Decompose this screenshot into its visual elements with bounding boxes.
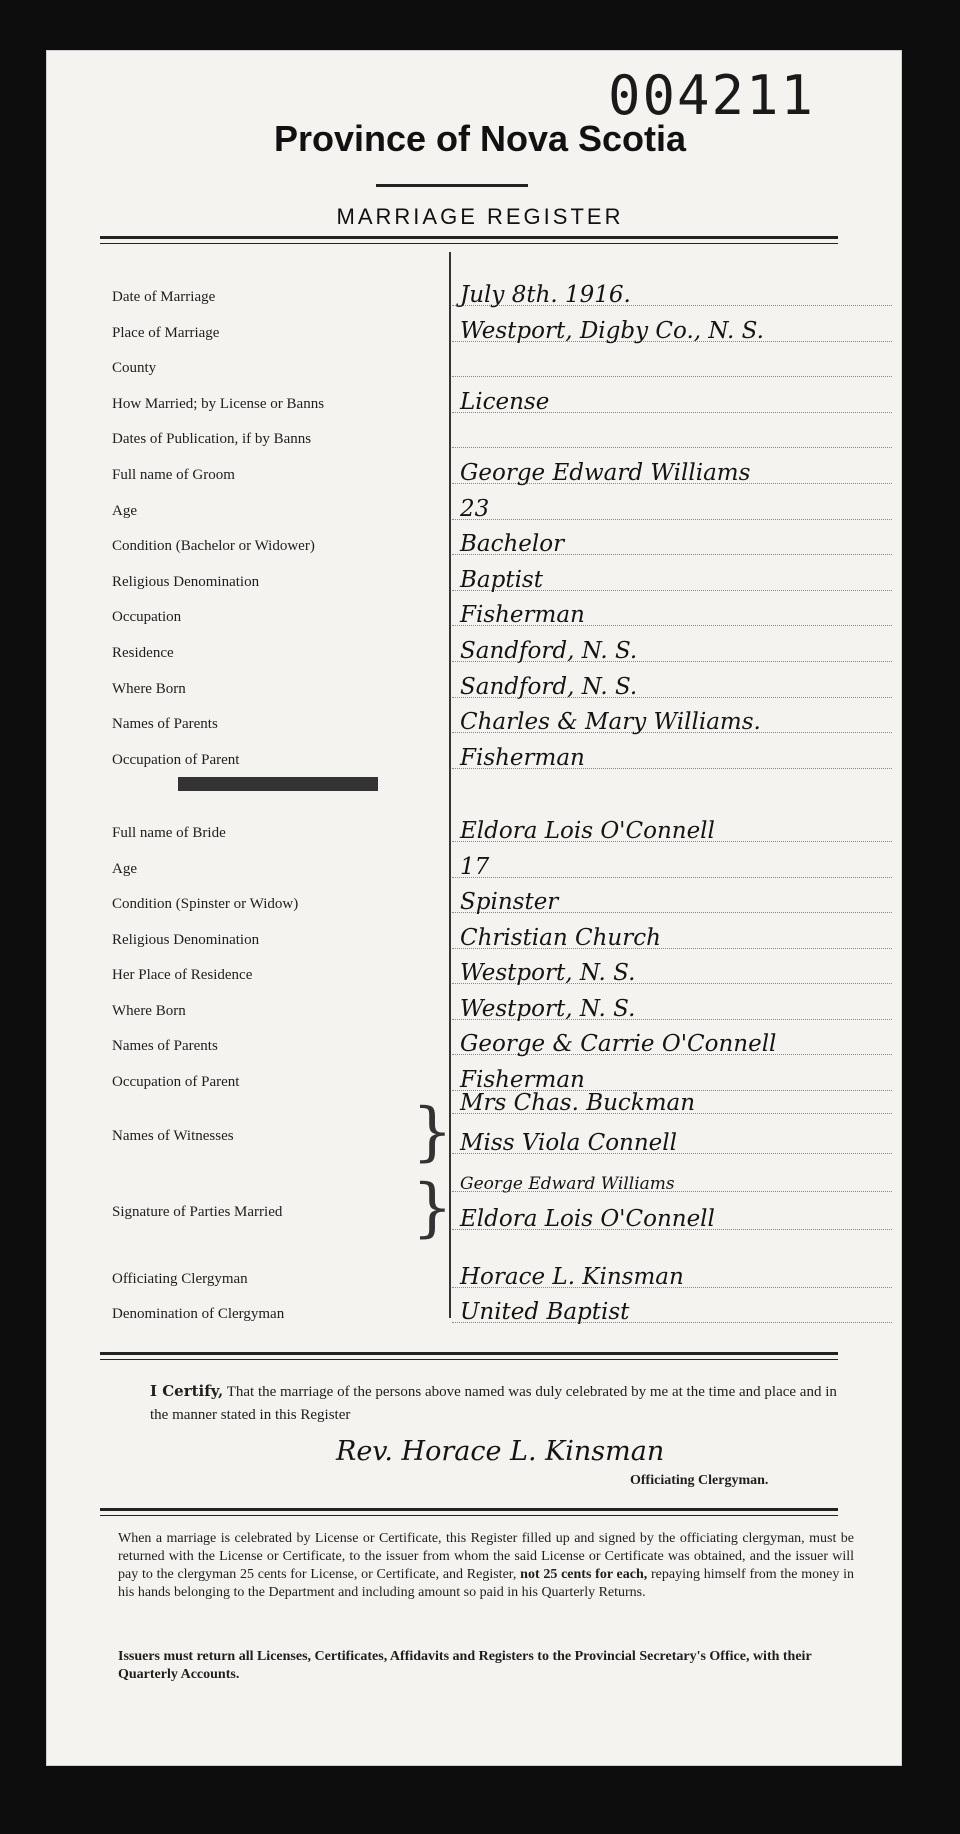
party-signature-row	[112, 1200, 892, 1234]
field-label: Date of Marriage	[112, 289, 216, 305]
field-row	[112, 668, 892, 702]
header-rule-bottom	[100, 243, 838, 244]
field-value: Westport, N. S.	[460, 995, 636, 1022]
field-row	[112, 848, 892, 882]
field-label: Names of Parents	[112, 1038, 218, 1054]
parties-signature-label: Signature of Parties Married	[112, 1204, 283, 1220]
field-label: How Married; by License or Banns	[112, 395, 325, 412]
dotted-line	[452, 447, 892, 448]
field-row	[112, 276, 892, 310]
witnesses-brace: }	[412, 1095, 453, 1169]
serial-number: 004211	[608, 64, 816, 127]
bride-signature: Eldora Lois O'Connell	[460, 1206, 715, 1232]
field-row	[112, 954, 892, 988]
field-row	[112, 490, 892, 524]
field-label: Condition (Spinster or Widow)	[112, 896, 299, 912]
field-label: Occupation of Parent	[112, 1073, 240, 1090]
dotted-line	[452, 376, 892, 377]
field-label: Officiating Clergyman	[112, 1271, 248, 1287]
field-value: 17	[460, 853, 490, 880]
field-label: Denomination of Clergyman	[112, 1306, 285, 1322]
witness-name: Miss Viola Connell	[460, 1130, 678, 1156]
signature-caption: Officiating Clergyman.	[630, 1473, 769, 1488]
field-label: Place of Marriage	[112, 324, 220, 341]
field-value: George & Carrie O'Connell	[460, 1031, 777, 1057]
field-row	[112, 596, 892, 630]
field-row	[112, 703, 892, 737]
field-row	[112, 1025, 892, 1059]
certification-text	[150, 1380, 850, 1427]
return-instructions	[118, 1530, 854, 1602]
field-value: Christian Church	[460, 924, 661, 951]
certify-body: That the marriage of the persons above named was duly celebrated by me at the time and place and in the manner stated in this Register	[150, 1384, 837, 1423]
field-value: Sandford, N. S.	[460, 638, 638, 664]
field-label: Age	[112, 860, 137, 877]
field-value: 23	[460, 495, 490, 522]
field-value: Sandford, N. S.	[460, 673, 638, 700]
document-title: Province of Nova Scotia	[273, 118, 687, 159]
field-label: Age	[112, 502, 137, 519]
field-value: Westport, Digby Co., N. S.	[460, 317, 764, 344]
field-row	[112, 919, 892, 953]
dotted-line	[452, 519, 892, 520]
field-row	[112, 454, 892, 488]
notice-bold: not 25 cents for each,	[520, 1567, 648, 1582]
notice-rule-bottom	[100, 1515, 838, 1516]
field-label: Full name of Bride	[112, 825, 226, 841]
field-value: George Edward Williams	[460, 460, 751, 486]
field-label: Where Born	[112, 1002, 186, 1019]
certify-lead: I Certify,	[150, 1382, 224, 1400]
field-label: Religious Denomination	[112, 573, 260, 590]
field-value: Charles & Mary Williams.	[460, 709, 761, 736]
field-label: Occupation	[112, 609, 182, 626]
witness-row	[112, 1124, 892, 1158]
field-value: Fisherman	[460, 602, 585, 629]
field-value: Eldora Lois O'Connell	[460, 818, 715, 844]
parties-brace: }	[412, 1171, 453, 1245]
party-signature-row	[112, 1162, 892, 1196]
notice-rule-top	[100, 1508, 838, 1511]
dotted-line	[452, 877, 892, 878]
issuers-notice: Issuers must return all Licenses, Certificates, Affidavits and Registers to the Provincial Secretary's Office, with their Quarterly Accounts.	[118, 1649, 812, 1682]
field-row	[112, 525, 892, 559]
field-label: Names of Parents	[112, 716, 218, 733]
field-label: Full name of Groom	[112, 467, 235, 483]
field-label: Condition (Bachelor or Widower)	[112, 538, 315, 555]
field-row	[112, 312, 892, 346]
field-row	[112, 883, 892, 917]
field-label: County	[112, 360, 157, 376]
field-row	[112, 561, 892, 595]
field-value: United Baptist	[460, 1299, 630, 1325]
groom-signature: George Edward Williams	[460, 1174, 675, 1194]
field-value: Horace L. Kinsman	[460, 1264, 684, 1290]
clergyman-signature: Rev. Horace L. Kinsman	[336, 1436, 665, 1467]
bride-section-bar	[178, 777, 378, 791]
field-label: Her Place of Residence	[112, 967, 253, 983]
field-value: July 8th. 1916.	[460, 282, 631, 308]
field-row	[112, 812, 892, 846]
field-value: Spinster	[460, 889, 559, 915]
notice-part2: repaying himself from the money in his hands belonging to the Department and including amount so paid in his Quarterly Returns.	[118, 1567, 855, 1600]
field-value: Westport, N. S.	[460, 960, 636, 986]
field-row	[112, 383, 892, 417]
field-value: Fisherman	[460, 744, 585, 771]
field-label: Dates of Publication, if by Banns	[112, 431, 312, 447]
field-row	[112, 347, 892, 381]
witness-name: Mrs Chas. Buckman	[460, 1090, 696, 1116]
field-label: Religious Denomination	[112, 931, 260, 948]
certify-rule-top	[100, 1352, 838, 1355]
field-value: Baptist	[460, 566, 543, 593]
witnesses-label: Names of Witnesses	[112, 1128, 234, 1144]
field-label: Occupation of Parent	[112, 751, 240, 768]
document-subtitle: MARRIAGE REGISTER	[336, 204, 624, 229]
witness-row	[112, 1084, 892, 1118]
field-value: License	[460, 388, 550, 415]
field-value: Bachelor	[460, 531, 565, 558]
field-row	[112, 1293, 892, 1327]
notice-part1: When a marriage is celebrated by License or Certificate, this Register filled up and signed by the officiating clergyman, must be returned with the License or Certificate, to the issuer from whom the said License or Certificate was obtained, and the issuer will pay to the clergyman 25 cents for License, or Certificate, and Register,	[118, 1531, 854, 1582]
field-value: Fisherman	[460, 1066, 585, 1093]
field-row	[112, 632, 892, 666]
title-underline	[376, 184, 528, 187]
field-row	[112, 1258, 892, 1292]
field-row	[112, 990, 892, 1024]
header-rule-top	[100, 236, 838, 239]
certify-rule-bottom	[100, 1359, 838, 1360]
field-label: Residence	[112, 645, 174, 661]
field-label: Where Born	[112, 680, 186, 697]
field-row	[112, 418, 892, 452]
field-row	[112, 739, 892, 773]
